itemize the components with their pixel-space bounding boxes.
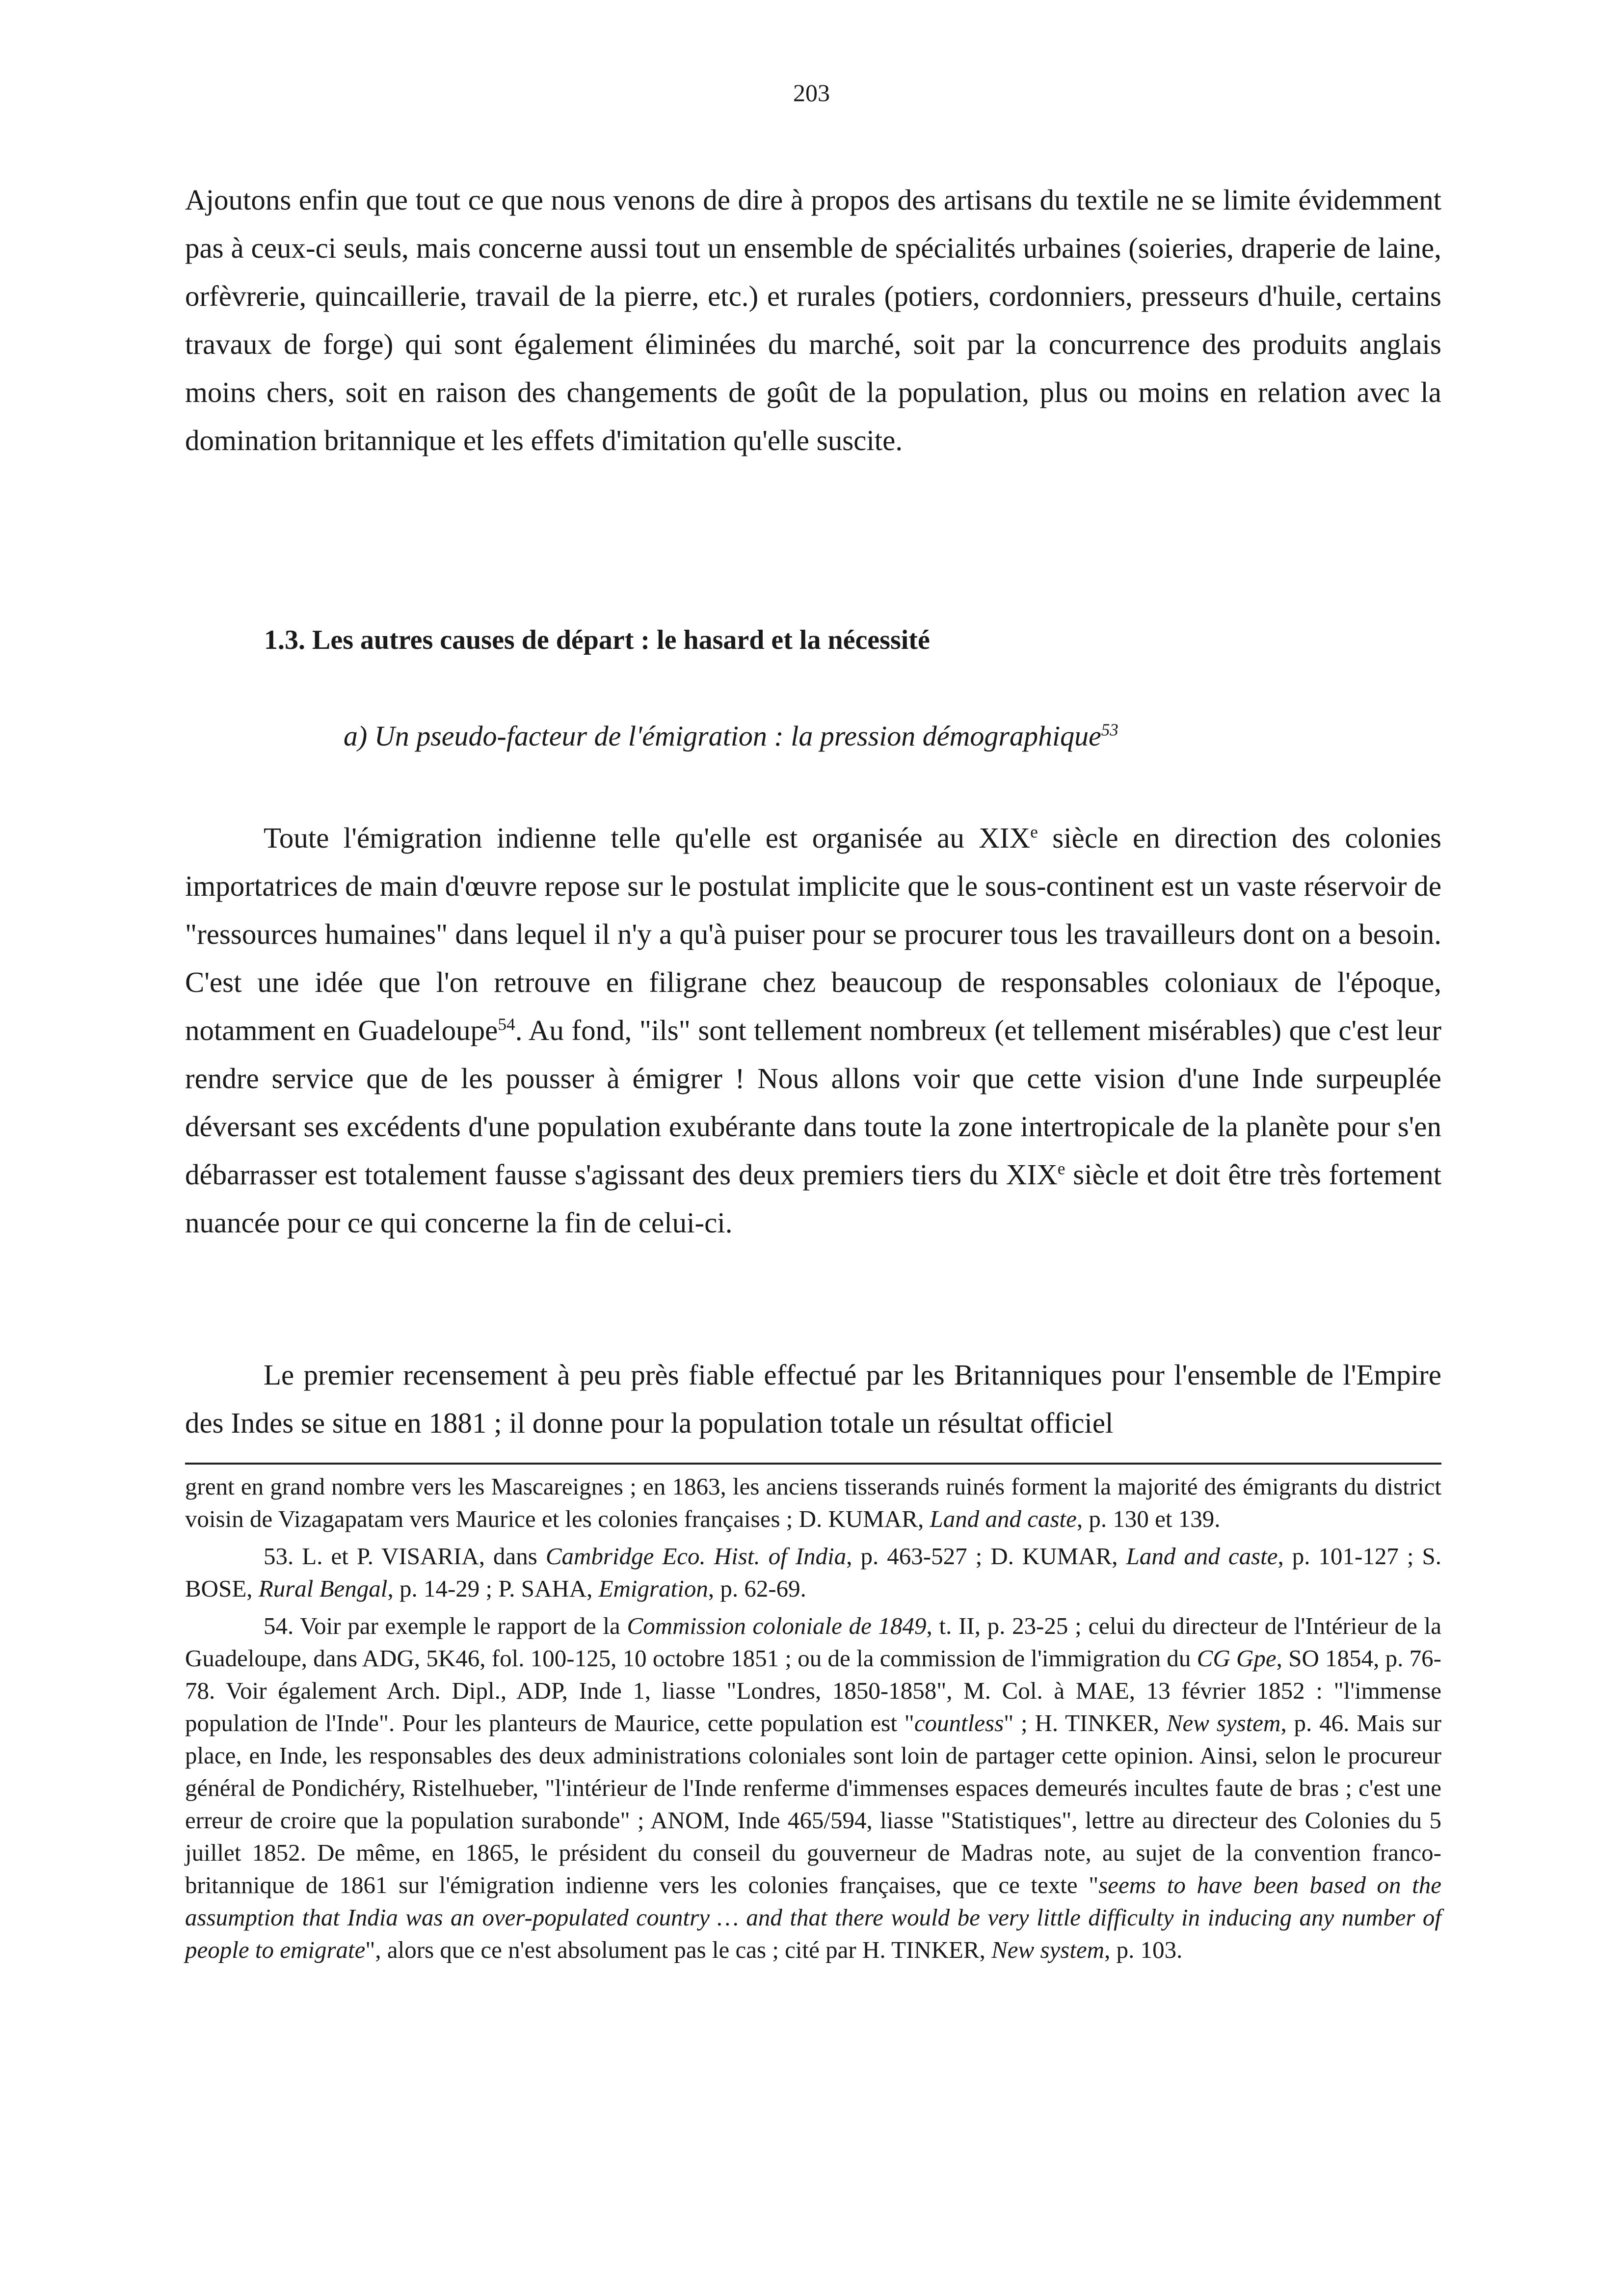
footnote-ref-53[interactable]: 53	[1101, 720, 1118, 740]
italic-title: Emigration	[598, 1575, 708, 1602]
text-run: ", alors que ce n'est absolument pas le cas ; cité par H. TINKER,	[365, 1936, 992, 1963]
italic-title: Commission coloniale de 1849	[627, 1612, 927, 1639]
text-run: , p. 62-69.	[708, 1575, 806, 1602]
italic-title: countless	[914, 1709, 1004, 1736]
paragraph-emigration	[185, 814, 1441, 1247]
footnote-53	[185, 1540, 1441, 1605]
text-run: , p. 101-127 ; S. BOSE,	[185, 1543, 1441, 1602]
footnote-separator	[185, 1463, 1441, 1465]
italic-quote: seems to have been based on the assumption that India was an over-populated country … and that there would be very little difficulty in inducing any number of people to emigrate	[185, 1871, 1441, 1963]
text-run: , p. 463-527 ; D. KUMAR,	[846, 1543, 1126, 1570]
text-run: 54. Voir par exemple le rapport de la	[264, 1612, 627, 1639]
italic-title: New system	[991, 1936, 1105, 1963]
subsection-heading	[344, 720, 1118, 752]
footnotes	[185, 1470, 1441, 1966]
text-run: . Au fond, "ils" sont tellement nombreux (et tellement misérables) que c'est leur rendre service que de les pousser à émigrer ! Nous allons voir que cette vision d'une Inde surpeuplée déversant ses excédents d'une population exubérante dans toute la zone intertropicale de la planète pour s'en débarrasser est totalement fausse s'agissant des deux premiers tiers du XIX	[185, 1014, 1441, 1191]
italic-title: Land and caste	[930, 1505, 1077, 1532]
subsection-heading-text: a) Un pseudo-facteur de l'émigration : la pression démographique	[344, 720, 1101, 752]
superscript: e	[1057, 1158, 1065, 1178]
text-run: siècle et doit être très fortement nuancée pour ce qui concerne la fin de celui-ci.	[185, 1158, 1441, 1239]
page-number: 203	[793, 79, 830, 107]
footnote-54	[185, 1610, 1441, 1966]
text-run: " ; H. TINKER,	[1004, 1709, 1167, 1736]
section-heading: 1.3. Les autres causes de départ : le hasard et la nécessité	[264, 625, 930, 655]
text-run: grent en grand nombre vers les Mascareignes ; en 1863, les anciens tisserands ruinés forment la majorité des émigrants du district voisin de Vizagapatam vers Maurice et les colonies françaises ; D. KUMAR,	[185, 1473, 1441, 1532]
text-run: , t. II, p. 23-25 ; celui du directeur de l'Intérieur de la Guadeloupe, dans ADG, 5K46, fol. 100-125, 10 octobre 1851 ; ou de la commission de l'immigration du	[185, 1612, 1441, 1672]
footnote-ref-54[interactable]: 54	[498, 1014, 515, 1034]
text-run: , p. 103.	[1104, 1936, 1183, 1963]
paragraph-artisans: Ajoutons enfin que tout ce que nous venons de dire à propos des artisans du textile ne se limite évidemment pas à ceux-ci seuls, mais concerne aussi tout un ensemble de spécialités urbaines (soieries, draperie de laine, orfèvrerie, quincaillerie, travail de la pierre, etc.) et rurales (potiers, cordonniers, presseurs d'huile, certains travaux de forge) qui sont également éliminées du marché, soit par la concurrence des produits anglais moins chers, soit en raison des changements de goût de la population, plus ou moins en relation avec la domination britannique et les effets d'imitation qu'elle suscite.	[185, 184, 1441, 456]
text-run: 53. L. et P. VISARIA, dans	[264, 1543, 546, 1570]
paragraph-census: Le premier recensement à peu près fiable effectué par les Britanniques pour l'ensemble de l'Empire des Indes se situe en 1881 ; il donne pour la population totale un résultat officiel	[185, 1359, 1441, 1439]
text-run: , p. 14-29 ; P. SAHA,	[387, 1575, 599, 1602]
italic-title: CG Gpe	[1197, 1645, 1277, 1672]
text-run: Toute l'émigration indienne telle qu'elle est organisée au XIX	[264, 822, 1031, 854]
italic-title: Land and caste	[1126, 1543, 1278, 1570]
superscript: e	[1030, 822, 1038, 842]
text-run: , p. 46. Mais sur place, en Inde, les responsables des deux administrations coloniales sont loin de partager cette opinion. Ainsi, selon le procureur général de Pondichéry, Ristelhueber, "l'intérieur de l'Inde renferme d'immenses espaces demeurés incultes faute de bras ; c'est une erreur de croire que la population surabonde" ; ANOM, Inde 465/594, liasse "Statistiques", lettre au directeur des Colonies du 5 juillet 1852. De même, en 1865, le président du conseil du gouverneur de Madras note, au sujet de la convention franco-britannique de 1861 sur l'émigration indienne vers les colonies françaises, que ce texte "	[185, 1709, 1441, 1898]
italic-title: Rural Bengal	[258, 1575, 388, 1602]
text-run: , p. 130 et 139.	[1076, 1505, 1221, 1532]
italic-title: Cambridge Eco. Hist. of India	[545, 1543, 847, 1570]
text-run: , SO 1854, p. 76-78. Voir également Arch. Dipl., ADP, Inde 1, liasse "Londres, 1850-1858", M. Col. à MAE, 13 février 1852 : "l'immense population de l'Inde". Pour les planteurs de Maurice, cette population est "	[185, 1645, 1441, 1736]
footnote-continuation	[185, 1470, 1441, 1535]
text-run: siècle en direction des colonies importatrices de main d'œuvre repose sur le postulat implicite que le sous-continent est un vaste réservoir de "ressources humaines" dans lequel il n'y a qu'à puiser pour se procurer tous les travailleurs dont on a besoin. C'est une idée que l'on retrouve en filigrane chez beaucoup de responsables coloniaux de l'époque, notamment en Guadeloupe	[185, 822, 1441, 1046]
italic-title: New system	[1166, 1709, 1281, 1736]
